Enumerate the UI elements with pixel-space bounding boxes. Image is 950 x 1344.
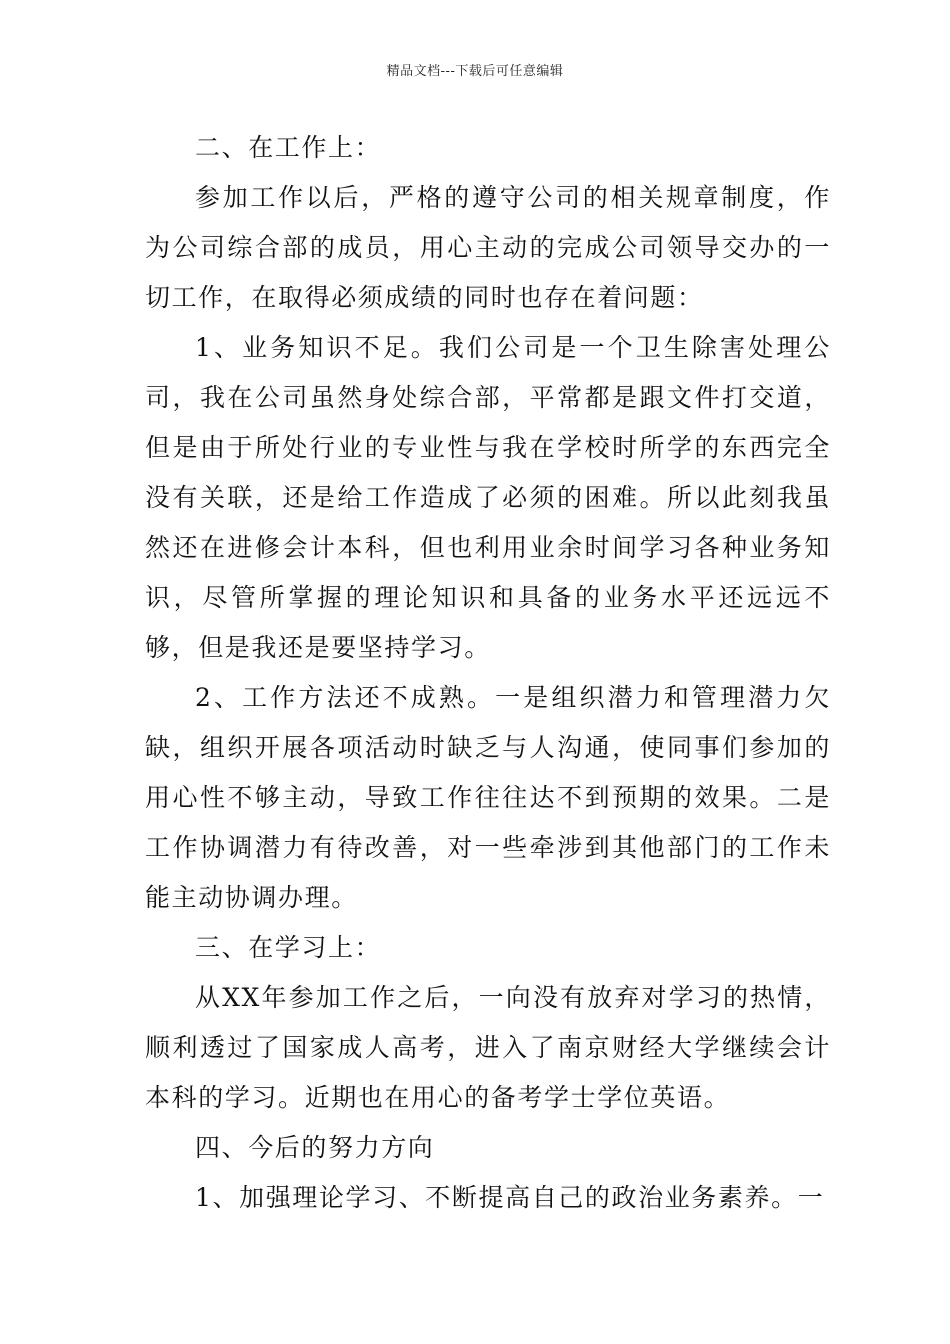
paragraph-future-1: 1、加强理论学习、不断提高自己的政治业务素养。一 <box>195 1183 825 1212</box>
paragraph-study: 从XX年参加工作之后，一向没有放弃对学习的热情，顺利透过了国家成人高考，进入了南京财经大学继续会计本科的学习。近期也在用心的备考学士学位英语。 <box>145 983 831 1112</box>
document-body <box>145 123 831 1223</box>
page-header: 精品文档---下载后可任意编辑 <box>386 64 564 79</box>
paragraph-work-intro: 参加工作以后，严格的遵守公司的相关规章制度，作为公司综合部的成员，用心主动的完成公司领导交办的一切工作，在取得必须成绩的同时也存在着问题： <box>145 183 831 312</box>
section-heading-future: 四、今后的努力方向 <box>195 1133 435 1162</box>
paragraph-work-methods: 2、工作方法还不成熟。一是组织潜力和管理潜力欠缺，组织开展各项活动时缺乏与人沟通，使同事们参加的用心性不够主动，导致工作往往达不到预期的效果。二是工作协调潜力有待改善，对一些牵涉到其他部门的工作未能主动协调办理。 <box>145 683 831 912</box>
section-heading-study: 三、在学习上： <box>195 933 382 962</box>
paragraph-business-knowledge: 1、业务知识不足。我们公司是一个卫生除害处理公司，我在公司虽然身处综合部，平常都是跟文件打交道，但是由于所处行业的专业性与我在学校时所学的东西完全没有关联，还是给工作造成了必须的困难。所以此刻我虽然还在进修会计本科，但也利用业余时间学习各种业务知识，尽管所掌握的理论知识和具备的业务水平还远远不够，但是我还是要坚持学习。 <box>145 333 831 662</box>
section-heading-work: 二、在工作上： <box>195 133 382 162</box>
